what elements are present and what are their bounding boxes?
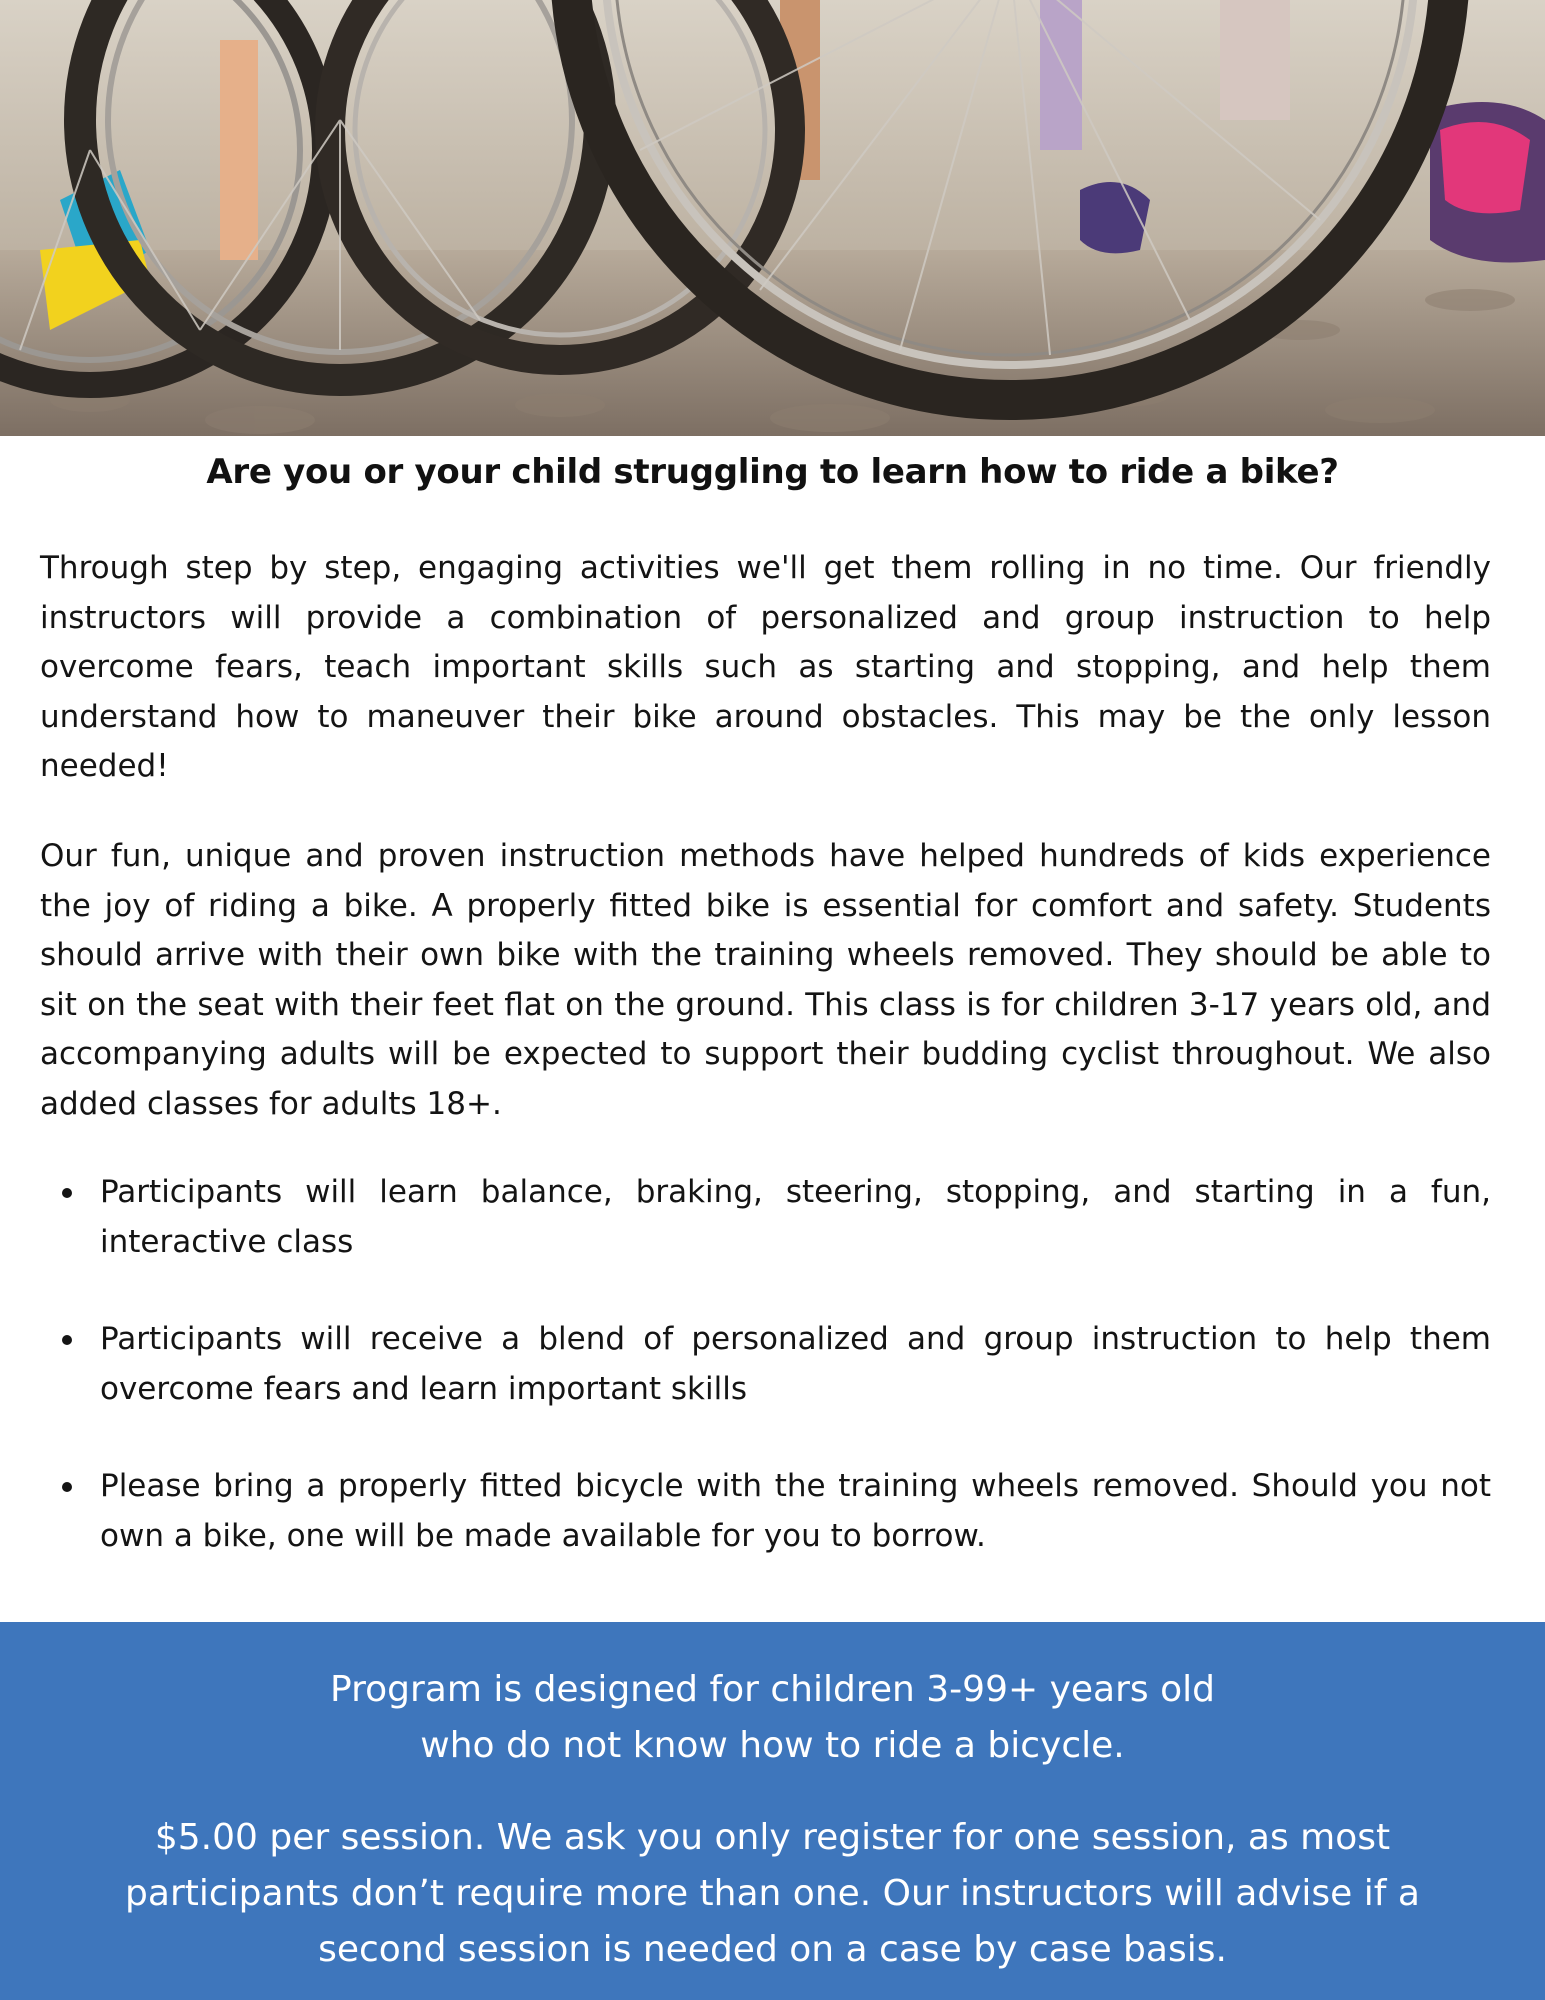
list-item: [40, 1315, 1491, 1414]
hero-photo: [0, 0, 1545, 436]
bullet-icon: [62, 1188, 72, 1198]
feature-list: [40, 1168, 1491, 1609]
list-item: [40, 1462, 1491, 1561]
list-item-text: Participants will learn balance, braking, steering, stopping, and starting in a fun, interactive class: [100, 1174, 1491, 1260]
eligibility-line-2: who do not know how to ride a bicycle.: [420, 1725, 1125, 1766]
list-item-text: Please bring a properly fitted bicycle with the training wheels removed. Should you not own a bike, one will be made available for you to borrow.: [100, 1468, 1491, 1554]
info-banner: [0, 1622, 1545, 2000]
list-item: [40, 1168, 1491, 1267]
bike-wheels-photo: [0, 0, 1545, 436]
eligibility-line-1: Program is designed for children 3-99+ years old: [330, 1669, 1215, 1710]
program-eligibility: [0, 1662, 1545, 1774]
details-paragraph: Our fun, unique and proven instruction methods have helped hundreds of kids experience the joy of riding a bike. A properly fitted bike is essential for comfort and safety. Students should arrive with their own bike with the training wheels removed. They should be able to sit on the seat with their feet flat on the ground. This class is for children 3-17 years old, and accompanying adults will be expected to support their budding cyclist throughout. We also added classes for adults 18+.: [40, 838, 1491, 1122]
bullet-icon: [62, 1335, 72, 1345]
intro-paragraph: Through step by step, engaging activities we'll get them rolling in no time. Our friendly instructors will provide a combination of personalized and group instruction to help overcome fears, teach important skills such as starting and stopping, and help them understand how to maneuver their bike around obstacles. This may be the only lesson needed!: [40, 550, 1491, 784]
bullet-icon: [62, 1482, 72, 1492]
pricing-info: [60, 1810, 1485, 1978]
pricing-text: $5.00 per session. We ask you only register for one session, as most participants don’t require more than one. Our instructors will advise if a second session is needed on a case by case basis.: [125, 1817, 1420, 1970]
list-item-text: Participants will receive a blend of personalized and group instruction to help them overcome fears and learn important skills: [100, 1321, 1491, 1407]
page-title: Are you or your child struggling to learn how to ride a bike?: [206, 452, 1339, 492]
